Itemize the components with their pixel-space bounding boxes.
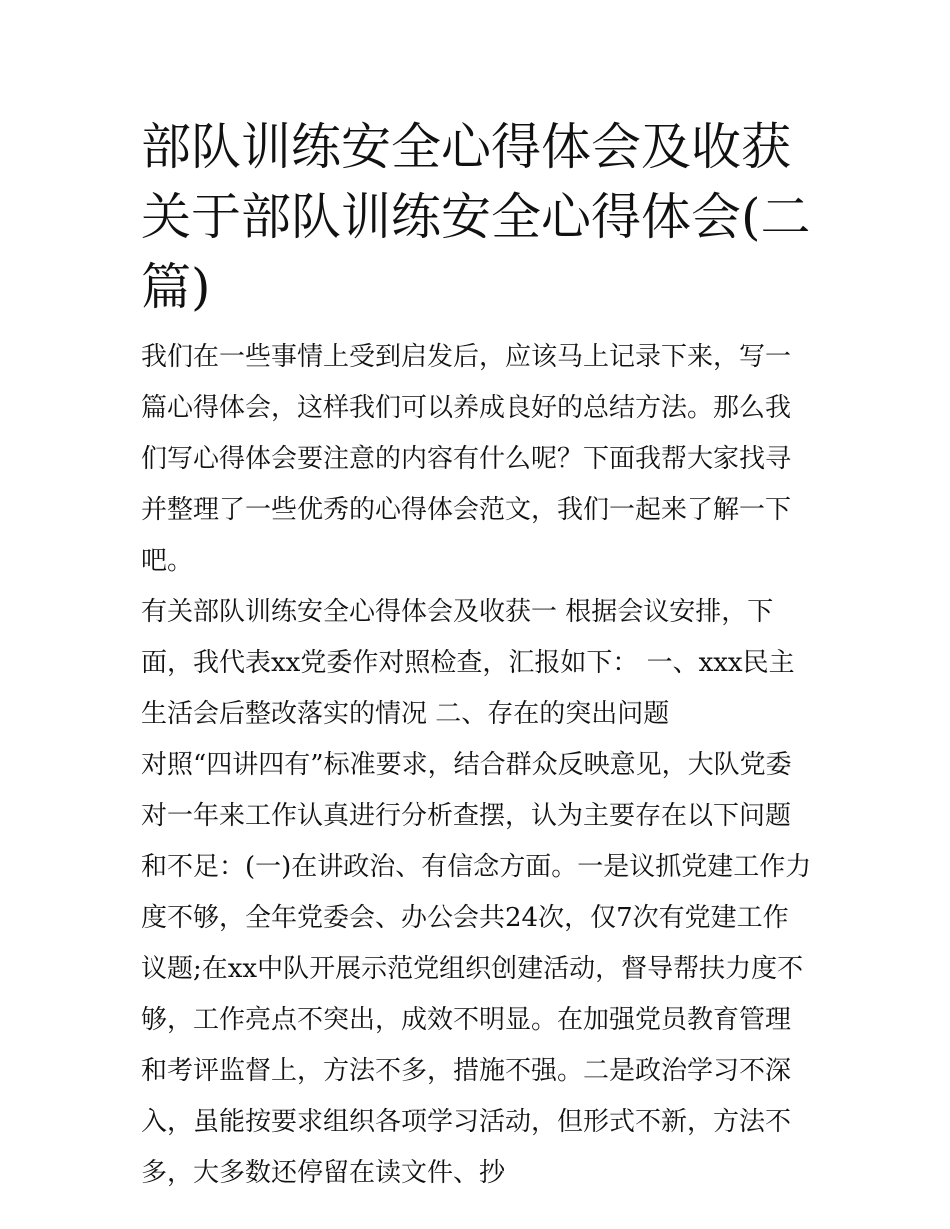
document-content <box>141 112 813 1199</box>
document-title: 部队训练安全心得体会及收获关于部队训练安全心得体会(二篇) <box>141 118 811 316</box>
paragraph-section-one: 有关部队训练安全心得体会及收获一 根据会议安排，下面，我代表xx党委作对照检查，汇报如下： 一、xxx民主生活会后整改落实的情况 二、存在的突出问题 <box>141 597 795 729</box>
paragraph-problems: 对照“四讲四有”标准要求，结合群众反映意见，大队党委对一年来工作认真进行分析查摆，认为主要存在以下问题和不足：(一)在讲政治、有信念方面。一是议抓党建工作力度不够，全年党委会、办公会共24次，仅7次有党建工作议题;在xx中队开展示范党组织创建活动，督导帮扶力度不够，工作亮点不突出，成效不明显。在加强党员教育管理和考评监督上，方法不多，措施不强。二是政治学习不深入，虽能按要求组织各项学习活动，但形式不新，方法不多，大多数还停留在读文件、抄 <box>141 750 812 1188</box>
paragraph-intro: 我们在一些事情上受到启发后，应该马上记录下来，写一篇心得体会，这样我们可以养成良好的总结方法。那么我们写心得体会要注意的内容有什么呢？下面我帮大家找寻并整理了一些优秀的心得体会范文，我们一起来了解一下吧。 <box>141 342 792 576</box>
